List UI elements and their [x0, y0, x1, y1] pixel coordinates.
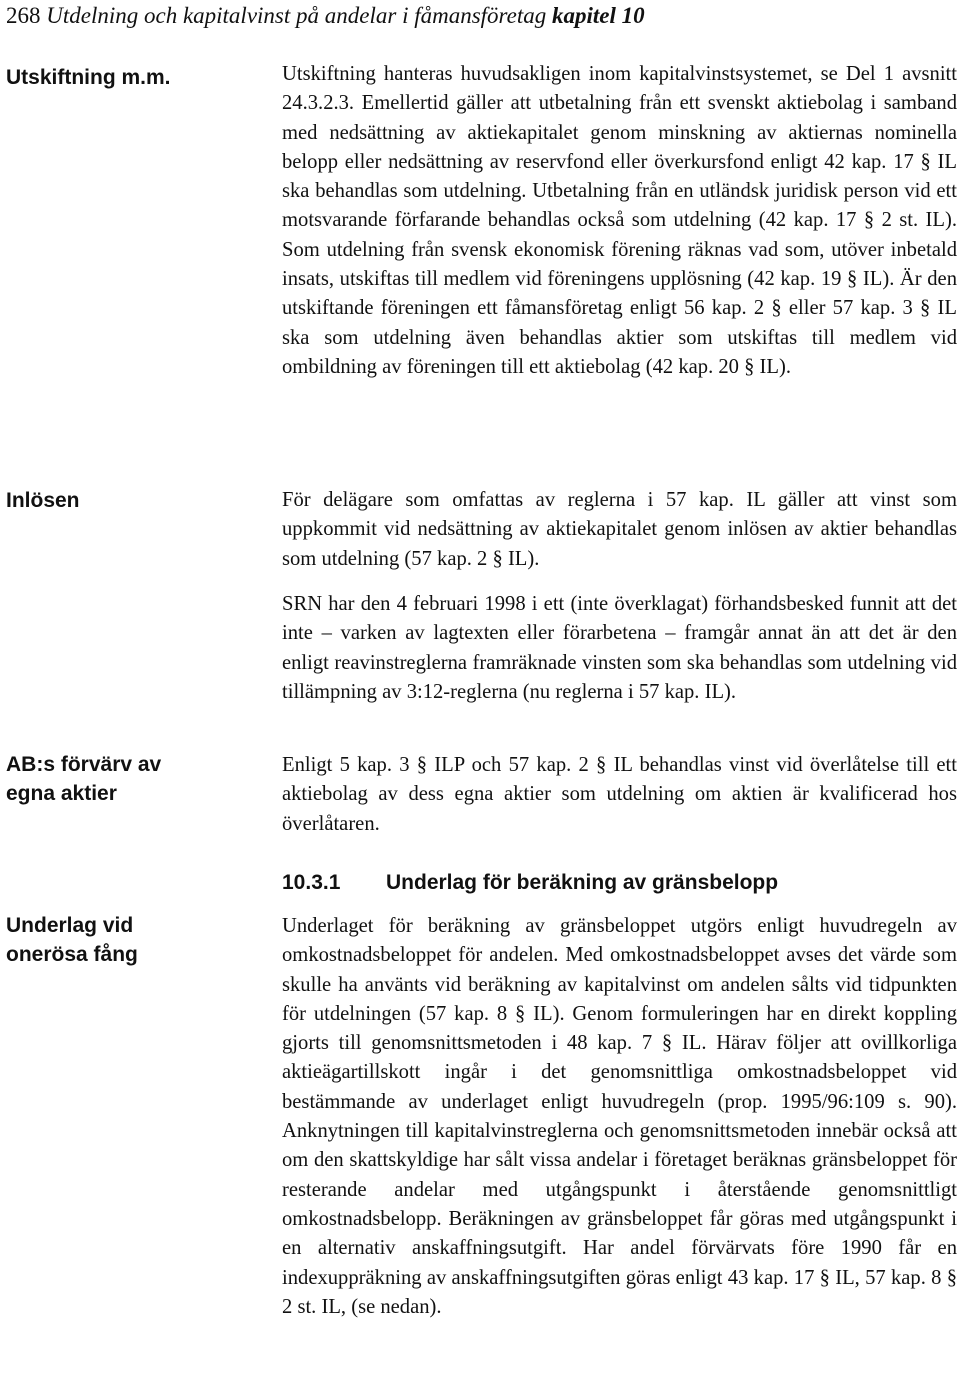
paragraph-srn-forhandsbesked: SRN har den 4 februari 1998 i ett (inte överklagat) förhandsbesked funnit att det inte – varken av lagtexten eller förarbetena – framgår annat än att det är den enligt reavinstreglerna framräknade vinsten som ska behandlas som utdelning vid tillämpning av 3:12-reglerna (nu reglerna i 57 kap. IL).	[282, 593, 957, 703]
chapter-label: kapitel 10	[552, 3, 645, 28]
page-number: 268	[6, 3, 41, 28]
margin-note-inlosen: Inlösen	[6, 489, 80, 512]
running-header	[6, 2, 645, 30]
margin-note-utskiftning: Utskiftning m.m.	[6, 66, 171, 89]
paragraph-ab-forvarv: Enligt 5 kap. 3 § ILP och 57 kap. 2 § IL behandlas vinst vid överlåtelse till ett aktiebolag av dess egna aktier som utdelning om aktien är kvalificerad hos överlåtaren.	[282, 754, 957, 835]
paragraph-underlag: Underlaget för beräkning av gränsbeloppet utgörs enligt huvudregeln av omkostnadsbeloppet för andelen. Med omkostnadsbeloppet avses det värde som skulle ha använts vid beräkning av kapitalvinst om andelen sålts vid tidpunkten för utdelningen (57 kap. 8 § IL). Genom formuleringen har en direkt koppling gjorts till genomsnittsmetoden i 48 kap. 7 § IL. Härav följer att ovillkorliga aktieägartillskott ingår i det genomsnittliga omkostnadsbeloppet vid bestämmande av underlaget enligt huvudregeln (prop. 1995/96:109 s. 90). Anknytningen till kapitalvinstreglerna och genomsnittsmetoden innebär också att om den skattskyldige har sålt vissa andelar i företaget beräknas gränsbeloppet för resterande andelar med utgångspunkt i återstående genomsnittligt omkostnadsbelopp. Beräkningen av gränsbeloppet får göras med utgångspunkt i en alternativ anskaffningsutgift. Har andel förvärvats före 1990 får en indexuppräkning av anskaffningsutgiften göras enligt 43 kap. 17 § IL, 57 kap. 8 § 2 st. IL, (se nedan).	[282, 915, 957, 1318]
book-title: Utdelning och kapitalvinst på andelar i fåmansföretag	[46, 3, 547, 28]
paragraph-utskiftning: Utskiftning hanteras huvudsakligen inom kapitalvinstsystemet, se Del 1 avsnitt 24.3.2.3. Emellertid gäller att utbetalning från ett svenskt aktiebolag i samband med nedsättning av aktiekapitalet genom minskning av aktiernas nominella belopp eller nedsättning av reservfond eller överkursfond enligt 42 kap. 17 § IL ska behandlas som utdelning. Utbetalning från en utländsk juridisk person vid ett motsvarande förfarande behandlas också som utdelning (42 kap. 17 § 2 st. IL). Som utdelning från svensk ekonomisk förening räknas vad som, utöver inbetald insats, utskiftas till medlem vid föreningens upplösning (42 kap. 19 § IL). Är den utskiftande föreningen ett fåmansföretag enligt 56 kap. 2 § eller 57 kap. 3 § IL ska som utdelning även behandlas aktier som utskiftas till medlem vid ombildning av föreningen till ett aktiebolag (42 kap. 20 § IL).	[282, 63, 957, 378]
section-number: 10.3.1	[282, 871, 341, 894]
section-title: Underlag för beräkning av gränsbelopp	[386, 871, 779, 894]
margin-note-underlag-onerosa: Underlag vid onerösa fång	[6, 914, 138, 966]
paragraph-inlosen: För delägare som omfattas av reglerna i 57 kap. IL gäller att vinst som uppkommit vid nedsättning av aktiekapitalet genom inlösen av aktier behandlas som utdelning (57 kap. 2 § IL).	[282, 489, 957, 570]
section-heading	[282, 869, 957, 897]
margin-note-ab-forvarv: AB:s förvärv av egna aktier	[6, 753, 162, 805]
